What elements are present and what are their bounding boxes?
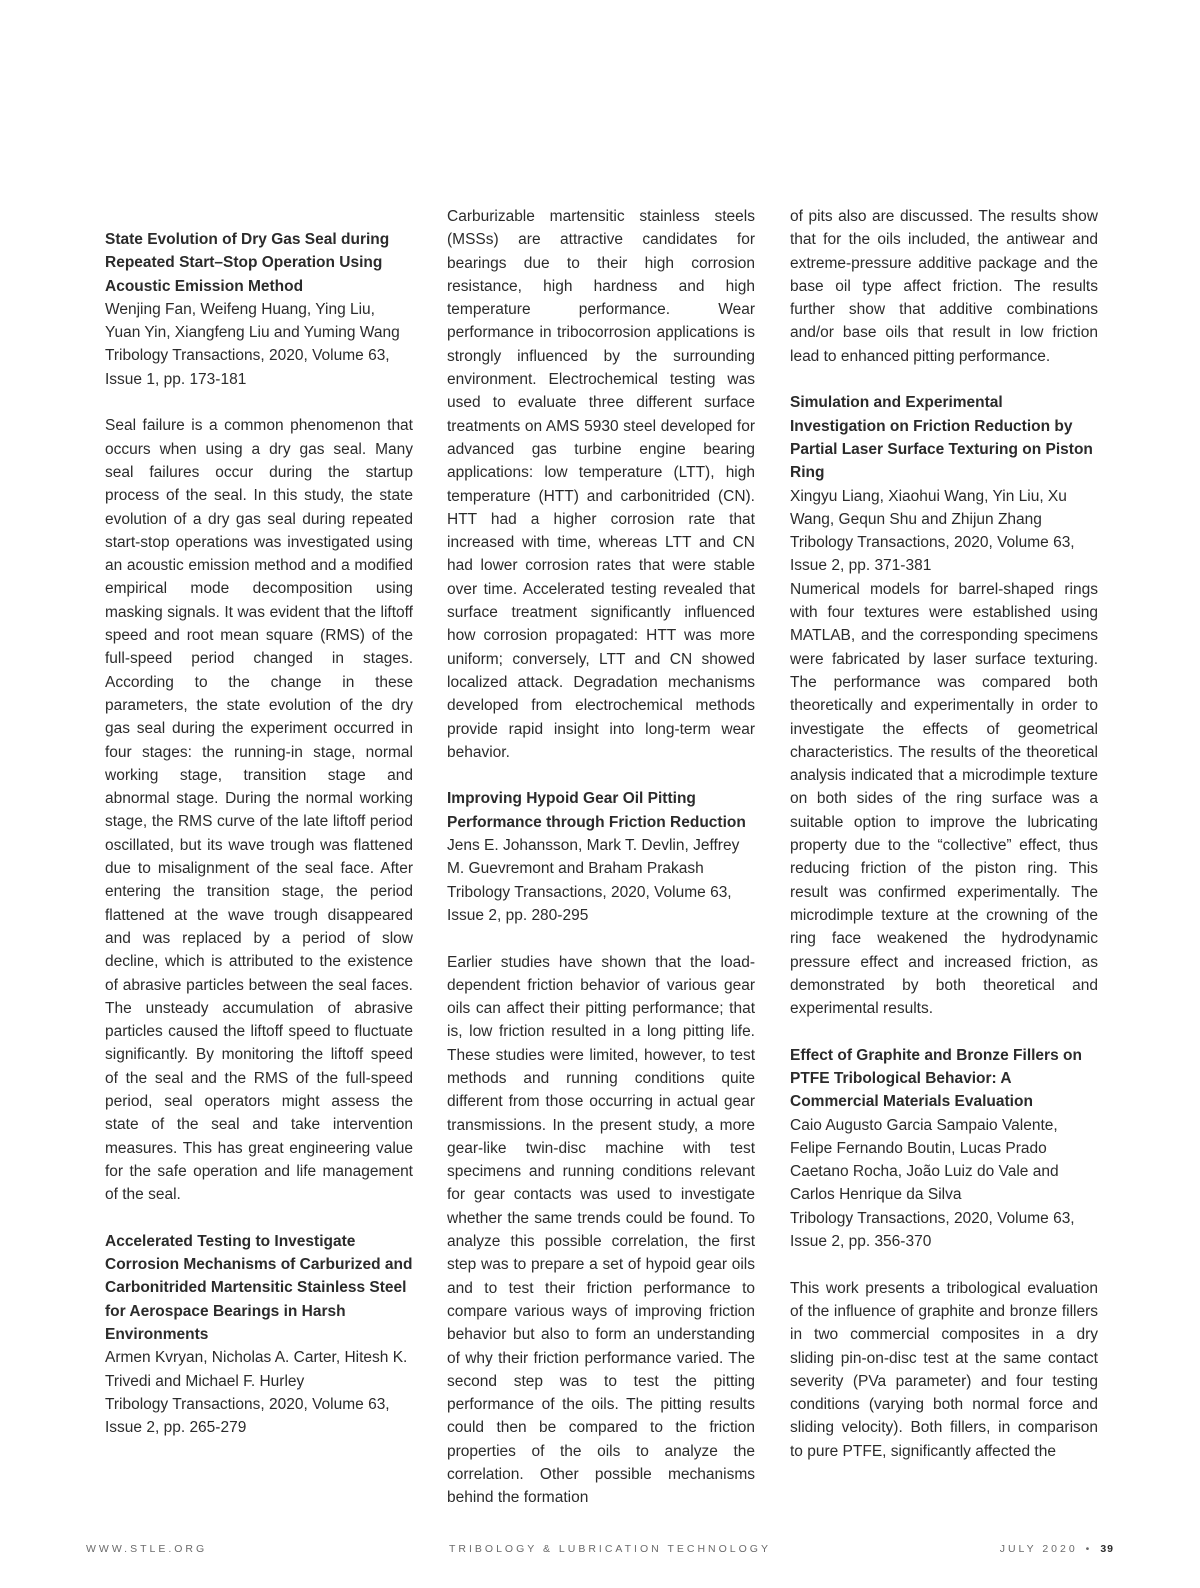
article-authors: Wenjing Fan, Weifeng Huang, Ying Liu, Yuan Yin, Xiangfeng Liu and Yuming Wang (105, 300, 400, 342)
article-citation: Tribology Transactions, 2020, Volume 63, Issue 1, pp. 173-181 (105, 347, 390, 388)
article-abstract: Seal failure is a common phenomenon that occurs when using a dry gas seal. Many seal failures occur during the startup process of the seal. In this study, the state evolution of a dry gas seal during repeated start-stop operations was investigated using an acoustic emission method and a modified empirical mode decomposition using masking signals. It was evident that the liftoff speed and root mean square (RMS) of the full-speed period changed in stages. According to the change in these parameters, the state evolution of the dry gas seal during the experiment occurred in four stages: the running-in stage, normal working stage, transition stage and abnormal stage. During the normal working stage, the RMS curve of the late liftoff period oscillated, but its wave trough was flattened due to misalignment of the seal face. After entering the transition stage, the period flattened at the wave trough disappeared and was replaced by a period of slow decline, which is attributed to the existence of abrasive particles between the seal faces. The unsteady accumulation of abrasive particles caused the liftoff speed to fluctuate significantly. By monitoring the liftoff speed of the seal and the RMS of the full-speed period, seal operators might assess the state of the seal and take intervention measures. This has great engineering value for the safe operation and life management of the seal. (105, 417, 413, 1204)
article-abstract: Earlier studies have shown that the load-dependent friction behavior of various gear oils can affect their pitting performance; that is, low friction resulted in a long pitting life. These studies were limited, however, to test methods and running conditions quite different from those occurring in actual gear transmissions. In the present study, a more gear-like twin-disc machine with test specimens and running conditions relevant for gear contacts was used to investigate whether the same trends could be found. To analyze this possible correlation, the first step was to prepare a set of hypoid gear oils and to test their friction performance to compare various ways of improving friction behavior but also to form an understanding of why their friction performance varied. The second step was to test the pitting performance of the oils. The pitting results could then be compared to the friction properties of the oils to analyze the correlation. Other possible mechanisms behind the formation (447, 953, 755, 1507)
article-title: State Evolution of Dry Gas Seal during Repeated Start–Stop Operation Using Acoustic Emission Method (105, 231, 390, 295)
article-title: Accelerated Testing to Investigate Corrosion Mechanisms of Carburized and Carbonitrided Martensitic Stainless Steel for Aerospace Bearings in Harsh Environments (105, 1232, 413, 1343)
article-title: Effect of Graphite and Bronze Fillers on PTFE Tribological Behavior: A Commercial Materials Evaluation (790, 1046, 1082, 1111)
article-abstract: This work presents a tribological evaluation of the influence of graphite and bronze fillers in two commercial composites in a dry sliding pin-on-disc test at the same contact severity (PVa parameter) and four testing conditions (varying both normal force and sliding velocity). Both fillers, in comparison to pure PTFE, significantly affected the (790, 1279, 1098, 1460)
article-citation: Tribology Transactions, 2020, Volume 63, Issue 2, pp. 280-295 (447, 883, 732, 924)
article-abstract: Numerical models for barrel-shaped rings with four textures were established using MATLAB, and the corresponding specimens were fabricated by laser surface texturing. The performance was compared both theoretically and experimentally in order to investigate the effects of geometrical characteristics. The results of the theoretical analysis indicated that a microdimple texture on both sides of the ring surface was a suitable option to improve the lubricating property due to the “collective” effect, thus reducing friction of the piston ring. This result was confirmed experimentally. The microdimple texture at the crowning of the ring face weakened the hydrodynamic pressure effect and increased friction, as demonstrated by both theoretical and experimental results. (790, 580, 1098, 1018)
page-number: 39 (1100, 1543, 1114, 1555)
article-title: Improving Hypoid Gear Oil Pitting Performance through Friction Reduction (447, 790, 746, 831)
article-authors: Xingyu Liang, Xiaohui Wang, Yin Liu, Xu Wang, Gequn Shu and Zhijun Zhang (790, 487, 1067, 528)
footer-date: JULY 2020 (999, 1543, 1078, 1555)
article-citation: Tribology Transactions, 2020, Volume 63, Issue 2, pp. 265-279 (105, 1395, 390, 1437)
article-authors: Armen Kvryan, Nicholas A. Carter, Hitesh K. Trivedi and Michael F. Hurley (105, 1349, 408, 1390)
column-middle (447, 205, 755, 1510)
footer-separator: • (1085, 1543, 1093, 1555)
article-citation: Tribology Transactions, 2020, Volume 63, Issue 2, pp. 356-370 (790, 1209, 1075, 1251)
article-abstract: Carburizable martensitic stainless steels (MSSs) are attractive candidates for bearings due to their high corrosion resistance, high hardness and high temperature performance. Wear performance in tribocorrosion applications is strongly influenced by the surrounding environment. Electrochemical testing was used to evaluate three different surface treatments on AMS 5930 steel developed for advanced gas turbine engine bearing applications: low temperature (LTT), high temperature (HTT) and carbonitrided (CN). HTT had a higher corrosion rate that increased with time, whereas LTT and CN had lower corrosion rates that were stable over time. Accelerated testing revealed that surface treatment significantly influenced how corrosion propagated: HTT was more uniform; conversely, LTT and CN showed localized attack. Degradation mechanisms developed from electrochemical methods provide rapid insight into long-term wear behavior. (447, 208, 755, 761)
article-abstract: of pits also are discussed. The results show that for the oils included, the antiwear and extreme-pressure additive package and the base oil type affect friction. The results further show that additive combinations and/or base oils that result in low friction lead to enhanced pitting performance. (790, 208, 1098, 365)
column-right (790, 205, 1098, 1463)
footer-website[interactable]: WWW.STLE.ORG (86, 1543, 208, 1555)
article-citation: Tribology Transactions, 2020, Volume 63, Issue 2, pp. 371-381 (790, 534, 1075, 575)
article-authors: Caio Augusto Garcia Sampaio Valente, Felipe Fernando Boutin, Lucas Prado Caetano Rocha, João Luiz do Vale and Carlos Henrique da Silva (790, 1116, 1059, 1204)
column-left (105, 228, 413, 1439)
article-authors: Jens E. Johansson, Mark T. Devlin, Jeffrey M. Guevremont and Braham Prakash (447, 837, 740, 878)
footer-publication: TRIBOLOGY & LUBRICATION TECHNOLOGY (449, 1543, 771, 1555)
footer-date-page (1000, 1543, 1114, 1555)
article-title: Simulation and Experimental Investigation on Friction Reduction by Partial Laser Surface Texturing on Piston Ring (790, 394, 1093, 482)
